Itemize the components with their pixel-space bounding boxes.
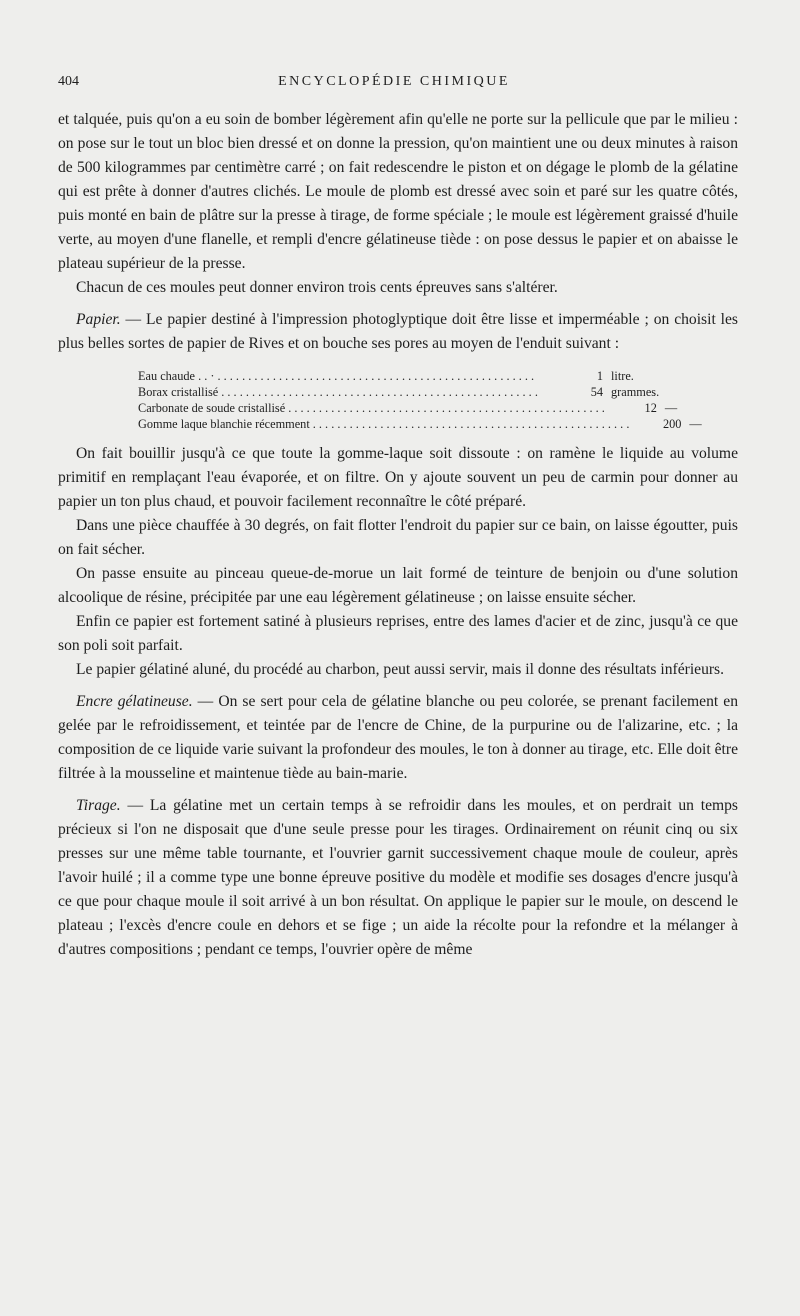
- recipe-row: [138, 416, 702, 432]
- recipe-quantity: 200: [662, 417, 682, 431]
- leader-dots: . . . . . . . . . . . . . . . . . . . . . . . . . . . . . . . . . . . . . . . . . . . . . . . . . . . .: [288, 401, 605, 415]
- page-number: 404: [58, 74, 79, 89]
- paragraph-encre-text: — On se sert pour cela de gélatine blanche ou peu colorée, se prenant facilement en gelée par le refroidissement, et teintée par de l'encre de Chine, de la purpurine ou de l'alizarine, etc. ; la composition de ce liquide varie suivant la profondeur des moules, le ton à donner au tirage, etc. Elle doit être filtrée à la mousseline et maintenue tiède au bain-marie.: [58, 693, 738, 782]
- paragraph-2: Chacun de ces moules peut donner environ trois cents épreuves sans s'altérer.: [76, 279, 558, 296]
- recipe-quantity: 1: [596, 369, 603, 383]
- leader-dots: . . . . . . . . . . . . . . . . . . . . . . . . . . . . . . . . . . . . . . . . . . . . . . . . . . . .: [221, 385, 538, 399]
- recipe-row: [138, 368, 683, 384]
- running-title: ENCYCLOPÉDIE CHIMIQUE: [278, 74, 510, 89]
- recipe-row: [138, 384, 683, 400]
- recipe-quantity: 54: [590, 385, 603, 399]
- leader-dots: . . . . . . . . . . . . . . . . . . . . . . . . . . . . . . . . . . . . . . . . . . . . . . . . . . . .: [217, 369, 535, 383]
- recipe-unit: litre.: [611, 369, 634, 383]
- paragraph-5: Dans une pièce chauffée à 30 degrés, on fait flotter l'endroit du papier sur ce bain, on laisse égoutter, puis on fait sécher.: [58, 517, 738, 558]
- paragraph-tirage: [58, 794, 738, 962]
- recipe-unit: —: [664, 401, 678, 415]
- page-header: [58, 74, 730, 98]
- recipe-unit: grammes.: [611, 385, 660, 399]
- recipe-ingredient: Eau chaude . . ·: [138, 369, 215, 383]
- paragraph-tirage-text: — La gélatine met un certain temps à se refroidir dans les moules, et on perdrait un temps précieux si l'on ne disposait que d'une seule presse pour les tirages. Ordinairement on réunit cinq ou six presses sur une même table tournante, et l'ouvrier garnit successivement chaque moule de couleur, après l'avoir huilé ; il a comme type une bonne épreuve positive du modèle et modifie ses dosages d'encre jusqu'à ce que pour chaque moule il soit arrivé à un bon résultat. On applique le papier sur le moule, on descend le plateau ; l'excès d'encre coule en dehors et se fige ; un aide la récolte pour la refondre et la mélanger à d'autres compositions ; pendant ce temps, l'ouvrier opère de même: [58, 797, 738, 958]
- paragraph-7: Enfin ce papier est fortement satiné à plusieurs reprises, entre des lames d'acier et de zinc, jusqu'à ce que son poli soit parfait.: [58, 613, 738, 654]
- recipe-quantity: 12: [644, 401, 657, 415]
- recipe-unit: —: [689, 417, 702, 431]
- paragraph-4: On fait bouillir jusqu'à ce que toute la gomme-laque soit dissoute : on ramène le liquide au volume primitif en remplaçant l'eau évaporée, et on filtre. On y ajoute souvent un peu de carmin pour donner au papier un ton plus chaud, et pouvoir facilement reconnaître le côté préparé.: [58, 445, 738, 510]
- recipe-ingredient: Borax cristallisé: [138, 385, 219, 399]
- paragraph-8: Le papier gélatiné aluné, du procédé au charbon, peut aussi servir, mais il donne des résultats inférieurs.: [76, 661, 725, 678]
- paragraph-6: On passe ensuite au pinceau queue-de-morue un lait formé de teinture de benjoin ou d'une solution alcoolique de résine, précipitée par une eau légèrement gélatineuse ; on laisse ensuite sécher.: [58, 565, 738, 606]
- paragraph-papier-text: — Le papier destiné à l'impression photoglyptique doit être lisse et imperméable ; on choisit les plus belles sortes de papier de Rives et on bouche ses pores au moyen de l'enduit suivant :: [58, 311, 738, 352]
- section-heading-papier: Papier.: [76, 311, 121, 328]
- recipe-row: [138, 400, 683, 416]
- recipe-table: [138, 368, 702, 432]
- paragraph-encre: [58, 690, 738, 786]
- page-body: [58, 108, 738, 962]
- paragraph-papier: [58, 308, 738, 356]
- section-heading-encre: Encre gélatineuse.: [76, 693, 193, 710]
- paragraph-1: et talquée, puis qu'on a eu soin de bomber légèrement afin qu'elle ne porte sur la pellicule que par le milieu : on pose sur le tout un bloc bien dressé et on donne la pression, qu'on maintient une ou deux minutes à raison de 500 kilogrammes par centimètre carré ; on fait redescendre le piston et on dégage le plomb de la gélatine qui est prête à donner d'autres clichés. Le moule de plomb est dressé avec soin et paré sur les quatre côtés, puis monté en bain de plâtre sur la presse à tirage, de forme spéciale ; le moule est légèrement graissé d'huile verte, au moyen d'une flanelle, et rempli d'encre gélatineuse tiède : on pose dessus le papier et on abaisse le plateau supérieur de la presse.: [58, 111, 738, 272]
- section-heading-tirage: Tirage.: [76, 797, 121, 814]
- recipe-ingredient: Gomme laque blanchie récemment: [138, 417, 310, 431]
- leader-dots: . . . . . . . . . . . . . . . . . . . . . . . . . . . . . . . . . . . . . . . . . . . . . . . . . . . .: [312, 417, 630, 431]
- recipe-ingredient: Carbonate de soude cristallisé: [138, 401, 286, 415]
